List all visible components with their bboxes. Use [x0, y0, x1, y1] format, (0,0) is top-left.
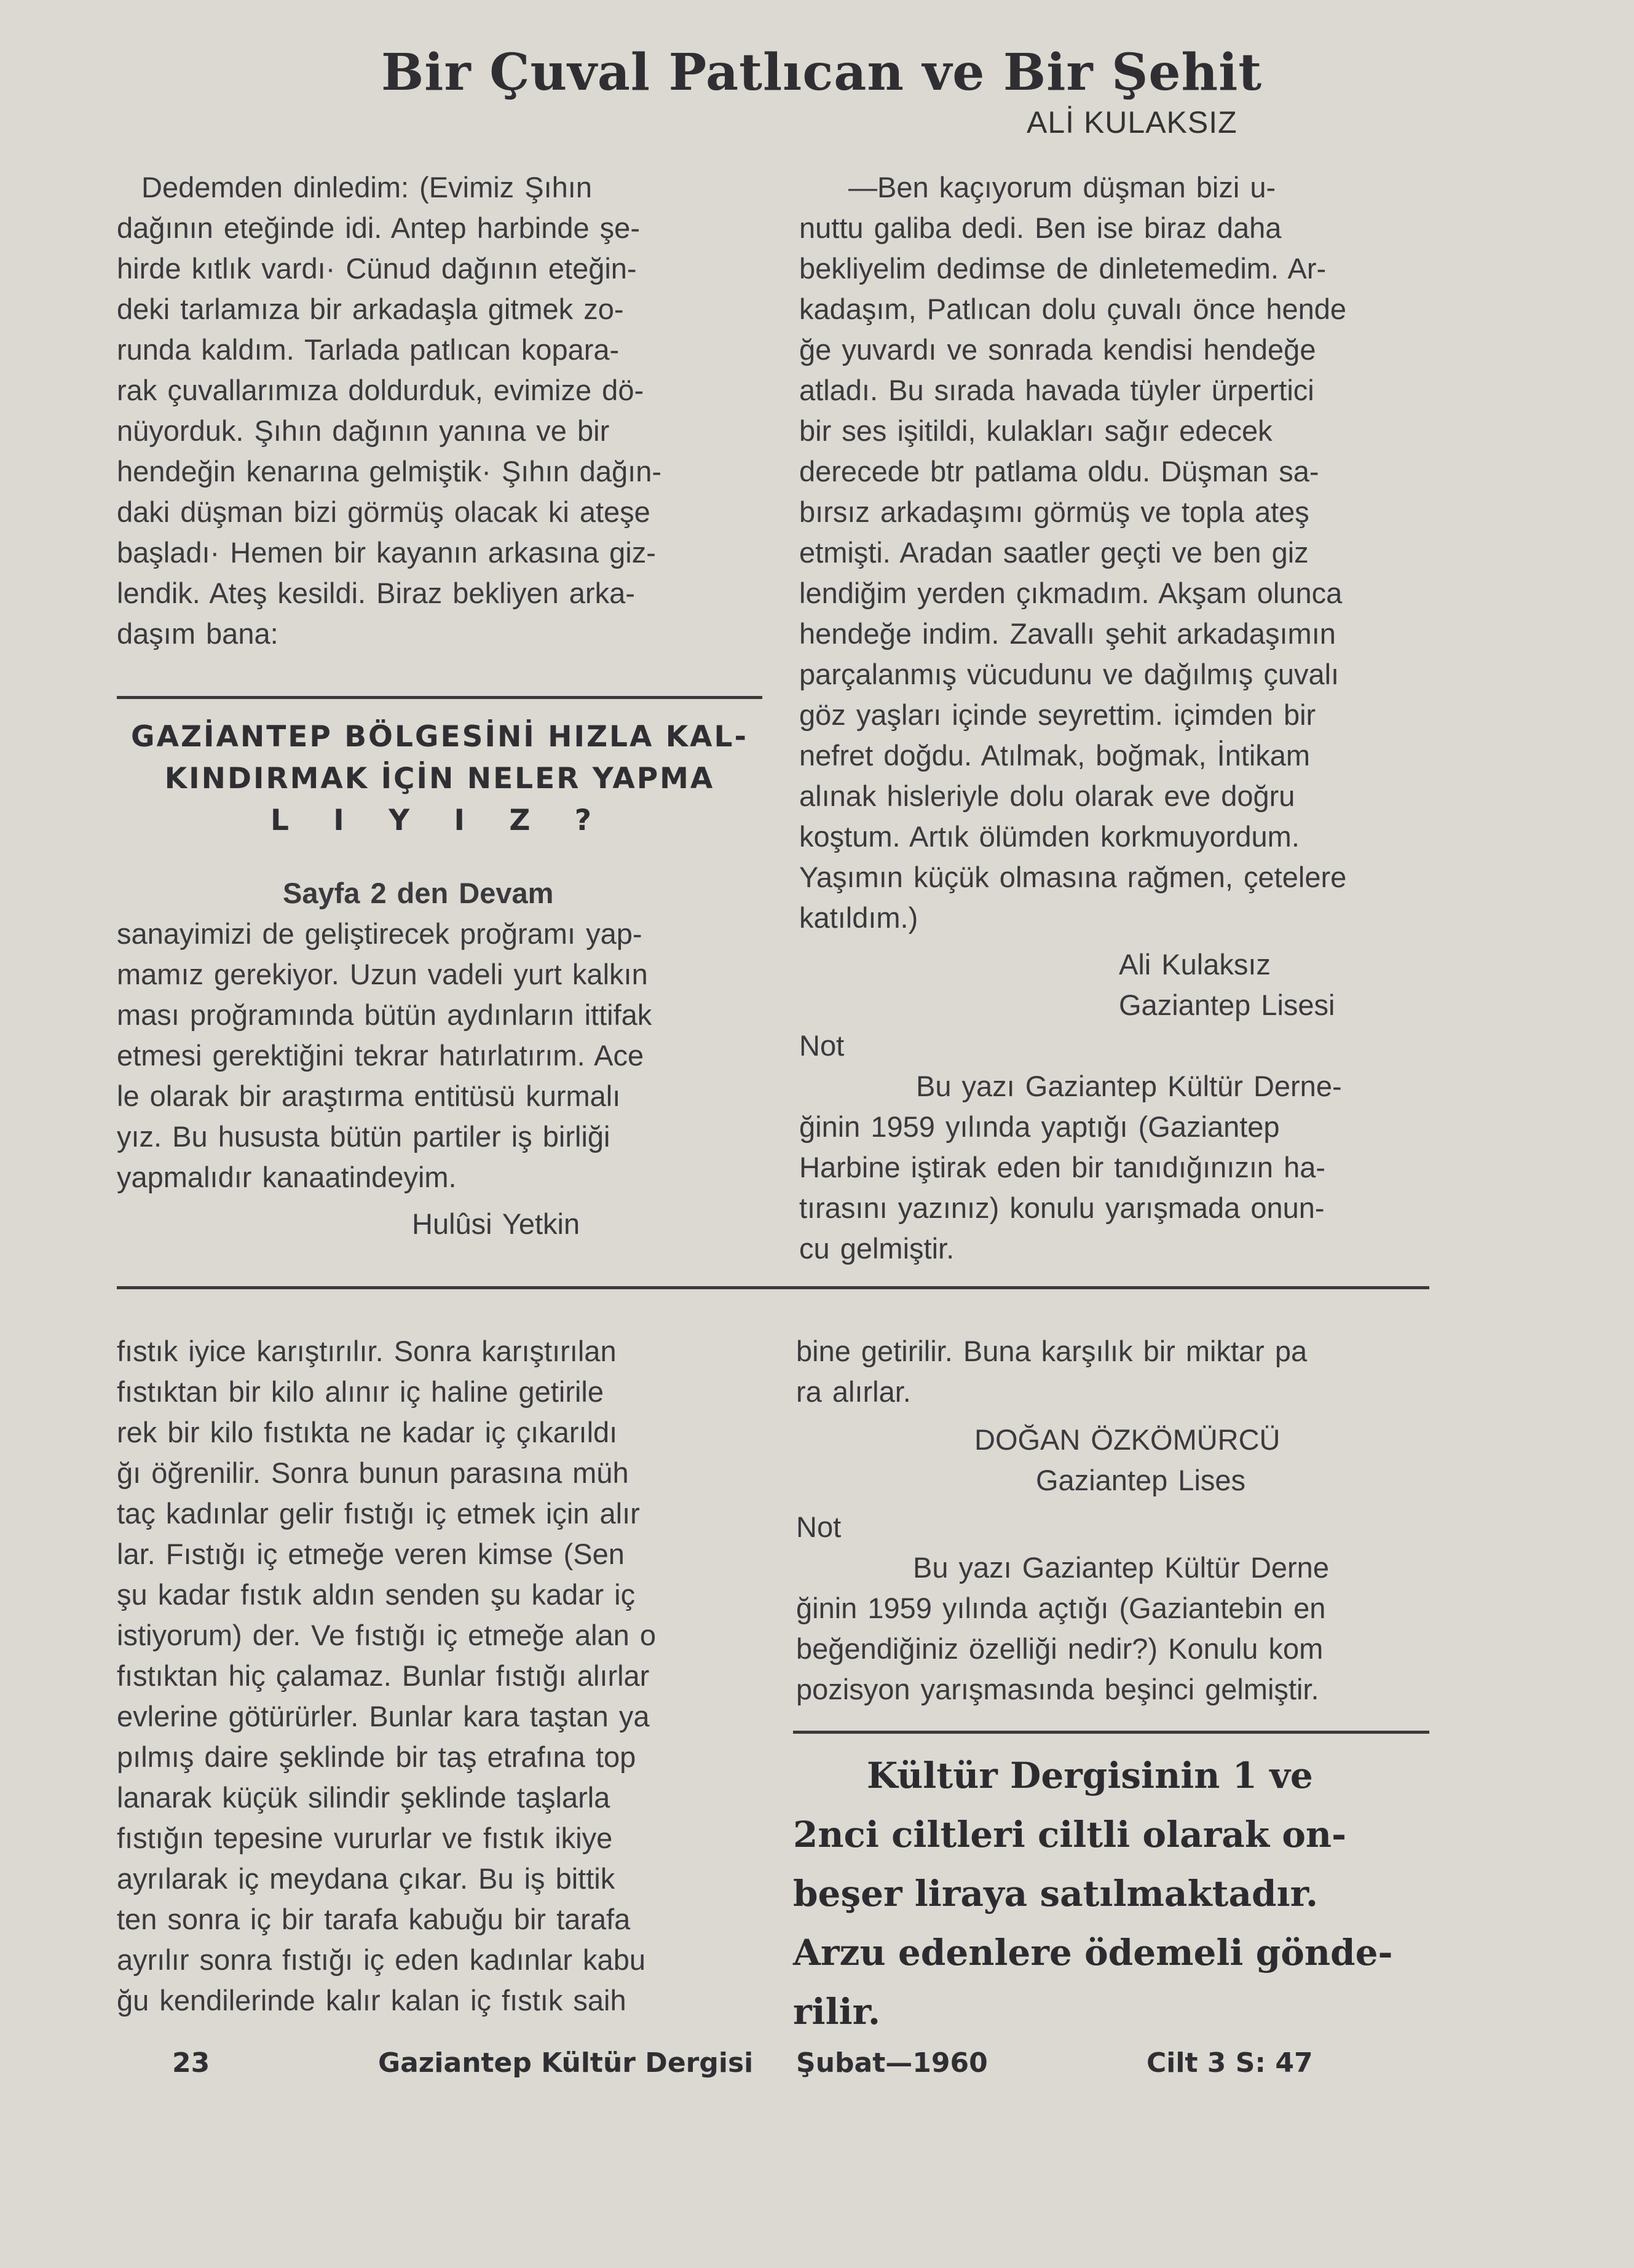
- text-line: ten sonra iç bir tarafa kabuğu bir tarafa: [117, 1903, 631, 1935]
- text-line: lendik. Ateş kesildi. Biraz bekliyen arka-: [117, 577, 635, 609]
- text-line: ra alırlar.: [796, 1375, 911, 1408]
- text-line: tırasını yazınız) konulu yarışmada onun-: [799, 1191, 1325, 1224]
- text-line: nuttu galiba dedi. Ben ise biraz daha: [799, 211, 1282, 244]
- text-line: fıstıktan hiç çalamaz. Bunlar fıstığı alırlar: [117, 1659, 650, 1692]
- text-line: bir ses işitildi, kulakları sağır edecek: [799, 414, 1273, 447]
- text-line: rak çuvallarımıza doldurduk, evimize dö-: [117, 374, 644, 406]
- text-line: bine getirilir. Buna karşılık bir miktar pa: [796, 1335, 1308, 1367]
- byline: ALİ KULAKSIZ: [1027, 105, 1237, 140]
- text-line: hirde kıtlık vardı· Cünud dağının eteğin-: [117, 252, 637, 285]
- text-line: koştum. Artık ölümden korkmuyordum.: [799, 820, 1300, 853]
- subscription-notice: [793, 1746, 1429, 2041]
- notice-line: Kültür Dergisinin 1 ve: [867, 1755, 1313, 1796]
- text-line: Yaşımın küçük olmasına rağmen, çetelere: [799, 861, 1347, 893]
- text-line: hendeğe indim. Zavallı şehit arkadaşımın: [799, 617, 1336, 650]
- fistik-left-column: [117, 1331, 768, 2021]
- text-line: rek bir kilo fıstıkta ne kadar iç çıkarıldı: [117, 1416, 618, 1448]
- text-line: hendeğin kenarına gelmiştik· Şıhın dağın-: [117, 455, 662, 488]
- text-line: katıldım.): [799, 901, 918, 934]
- text-line: yız. Bu hususta bütün partiler iş birliği: [117, 1120, 610, 1153]
- text-line: ğu kendilerinde kalır kalan iç fıstık saih: [117, 1984, 626, 2017]
- author-school: Gaziantep Lises: [1036, 1464, 1246, 1496]
- divider: [793, 1731, 1429, 1734]
- text-line: ğı öğrenilir. Sonra bunun parasına müh: [117, 1456, 629, 1489]
- text-line: le olarak bir araştırma entitüsü kurmalı: [117, 1080, 621, 1112]
- text-line: evlerine götürürler. Bunlar kara taştan ya: [117, 1700, 650, 1733]
- notice-line: rilir.: [793, 1991, 881, 2033]
- author-signature: Hulûsi Yetkin: [412, 1207, 580, 1240]
- text-line: beğendiğiniz özelliği nedir?) Konulu kom: [796, 1632, 1324, 1665]
- text-line: pılmış daire şeklinde bir taş etrafına top: [117, 1741, 636, 1773]
- text-line: taç kadınlar gelir fıstığı iç etmek için alır: [117, 1497, 640, 1530]
- text-line: kadaşım, Patlıcan dolu çuvalı önce hende: [799, 293, 1347, 325]
- article-continued: [117, 873, 768, 1244]
- text-line: ması proğramında bütün aydınların ittifak: [117, 998, 652, 1031]
- journal-name: Gaziantep Kültür Dergisi: [378, 2047, 754, 2079]
- text-line: —Ben kaçıyorum düşman bizi u-: [848, 171, 1276, 203]
- text-line: ayrılır sonra fıstığı iç eden kadınlar kabu: [117, 1943, 645, 1976]
- text-line: deki tarlamıza bir arkadaşla gitmek zo-: [117, 293, 624, 325]
- text-line: daşım bana:: [117, 617, 278, 650]
- author-signature: Ali Kulaksız: [1119, 948, 1271, 981]
- text-line: fıstığın tepesine vururlar ve fıstık ikiye: [117, 1822, 613, 1854]
- continued-label: Sayfa 2 den Devam: [283, 877, 554, 909]
- text-line: etmişti. Aradan saatler geçti ve ben giz: [799, 536, 1309, 569]
- text-line: Harbine iştirak eden bir tanıdığınızın ha-: [799, 1151, 1326, 1183]
- text-line: pozisyon yarışmasında beşinci gelmiştir.: [796, 1673, 1319, 1705]
- note-label: Not: [796, 1511, 842, 1543]
- text-line: dağının eteğinde idi. Antep harbinde şe-: [117, 211, 640, 244]
- issue-date: Şubat—1960: [796, 2047, 988, 2079]
- notice-line: beşer liraya satılmaktadır.: [793, 1873, 1319, 1914]
- text-line: cu gelmiştir.: [799, 1232, 955, 1265]
- text-line: derecede btr patlama oldu. Düşman sa-: [799, 455, 1319, 488]
- text-line: daki düşman bizi görmüş olacak ki ateşe: [117, 496, 650, 528]
- article-headline: [111, 716, 768, 842]
- text-line: atladı. Bu sırada havada tüyler ürpertici: [799, 374, 1314, 406]
- text-line: Dedemden dinledim: (Evimiz Şıhın: [141, 171, 592, 203]
- text-line: runda kaldım. Tarlada patlıcan kopara-: [117, 333, 620, 366]
- text-line: nefret doğdu. Atılmak, boğmak, İntikam: [799, 739, 1311, 772]
- headline-line: GAZİANTEP BÖLGESİNİ HIZLA KAL-: [131, 720, 748, 754]
- divider: [117, 696, 762, 699]
- text-line: ğe yuvardı ve sonrada kendisi hendeğe: [799, 333, 1316, 366]
- notice-line: 2nci ciltleri ciltli olarak on-: [793, 1814, 1347, 1855]
- text-line: bekliyelim dedimse de dinletemedim. Ar-: [799, 252, 1327, 285]
- author-signature: DOĞAN ÖZKÖMÜRCÜ: [974, 1423, 1281, 1456]
- text-line: şu kadar fıstık aldın senden şu kadar iç: [117, 1578, 636, 1611]
- text-line: sanayimizi de geliştirecek proğramı yap-: [117, 917, 642, 950]
- text-line: fıstık iyice karıştırılır. Sonra karıştırılan: [117, 1335, 617, 1367]
- text-line: bırsız arkadaşımı görmüş ve topla ateş: [799, 496, 1309, 528]
- text-line: başladı· Hemen bir kayanın arkasına giz-: [117, 536, 656, 569]
- text-line: göz yaşları içinde seyrettim. içimden bir: [799, 698, 1316, 731]
- text-line: etmesi gerektiğini tekrar hatırlatırım. Ace: [117, 1039, 644, 1072]
- text-line: ğinin 1959 yılında açtığı (Gaziantebin en: [796, 1592, 1326, 1624]
- page-number: 23: [172, 2047, 210, 2079]
- headline-line: L I Y I Z ?: [270, 804, 609, 837]
- text-line: yapmalıdır kanaatindeyim.: [117, 1161, 457, 1193]
- text-line: lendiğim yerden çıkmadım. Akşam olunca: [799, 577, 1343, 609]
- text-line: lar. Fıstığı iç etmeğe veren kimse (Sen: [117, 1538, 625, 1570]
- text-line: Bu yazı Gaziantep Kültür Derne: [913, 1551, 1329, 1584]
- page-title: Bir Çuval Patlıcan ve Bir Şehit: [381, 43, 1263, 102]
- notice-line: Arzu edenlere ödemeli gönde-: [793, 1932, 1393, 1974]
- volume-issue: Cilt 3 S: 47: [1147, 2047, 1313, 2079]
- headline-line: KINDIRMAK İÇİN NELER YAPMA: [164, 762, 715, 796]
- text-line: parçalanmış vücudunu ve dağılmış çuvalı: [799, 658, 1340, 690]
- note-label: Not: [799, 1029, 845, 1062]
- text-line: lanarak küçük silindir şeklinde taşlarla: [117, 1781, 610, 1814]
- story-left-column: [117, 167, 768, 654]
- text-line: Bu yazı Gaziantep Kültür Derne-: [916, 1070, 1342, 1102]
- fistik-right-column: [796, 1331, 1435, 1710]
- text-line: mamız gerekiyor. Uzun vadeli yurt kalkın: [117, 958, 648, 990]
- text-line: fıstıktan bir kilo alınır iç haline getirile: [117, 1375, 604, 1408]
- text-line: istiyorum) der. Ve fıstığı iç etmeğe alan o: [117, 1619, 657, 1651]
- text-line: ayrılarak iç meydana çıkar. Bu iş bittik: [117, 1862, 615, 1895]
- text-line: ğinin 1959 yılında yaptığı (Gaziantep: [799, 1110, 1280, 1143]
- text-line: alınak hisleriyle dolu olarak eve doğru: [799, 780, 1295, 812]
- text-line: nüyorduk. Şıhın dağının yanına ve bir: [117, 414, 610, 447]
- story-right-column: [799, 167, 1445, 1269]
- divider: [117, 1286, 1429, 1289]
- author-school: Gaziantep Lisesi: [1119, 989, 1335, 1021]
